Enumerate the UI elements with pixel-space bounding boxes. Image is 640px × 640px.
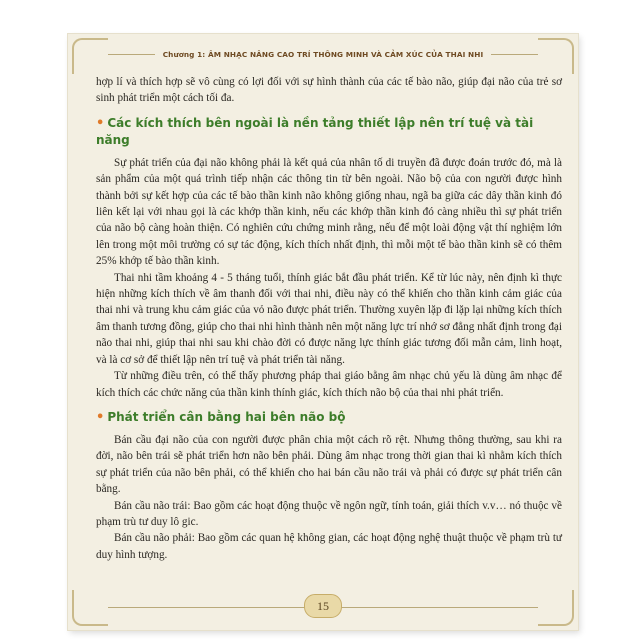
corner-ornament-top-left	[72, 38, 108, 74]
page-content	[96, 74, 562, 563]
paragraph: Bán cầu não phải: Bao gồm các quan hệ không gian, các hoạt động nghệ thuật thuộc về phạm trù tư duy hình tượng.	[96, 532, 562, 561]
paragraph: Bán cầu đại não của con người được phân chia một cách rõ rệt. Nhưng thông thường, sau khi ra đời, não bên trái sẽ phát triển hơn não bên phải. Dùng âm nhạc trong thời gian thai kì nhằm kích thích sự phát triển của não bên phải, có thể khiến cho hai bán cầu não trái và phải có được sự phát triển cân bằng.	[96, 433, 562, 496]
intro-paragraph: hợp lí và thích hợp sẽ vô cùng có lợi đối với sự hình thành của các tế bào não, giúp đại não của trẻ sơ sinh phát triển một cách tối đa.	[96, 76, 562, 105]
section-heading-2-text: Phát triển cân bằng hai bên não bộ	[107, 409, 346, 424]
section-heading-1-text: Các kích thích bên ngoài là nền tảng thiết lập nên trí tuệ và tài năng	[96, 115, 534, 147]
paragraph: Bán cầu não trái: Bao gồm các hoạt động thuộc về ngôn ngữ, tính toán, giải thích v.v… nó thuộc về phạm trù tư duy lô gic.	[96, 499, 562, 528]
paragraph: Thai nhi tầm khoảng 4 - 5 tháng tuổi, thính giác bắt đầu phát triển. Kể từ lúc này, nên định kì thực hiện những kích thích về âm thanh đối với thai nhi, điều này có thể khiến cho thần kinh cảm giác của thai nhi và trung khu cảm giác của vỏ não được phát triển. Thường xuyên lặp đi lặp lại những kích thích âm thanh tương đồng, giúp cho thai nhi hình thành nên một năng lực trí nhớ sơ đẳng nhất định trong đại não thai nhi, giúp thai nhi sau khi chào đời có được năng lực thính giác tương đối mẫn cảm, linh hoạt, và là cơ sở để thiết lập nên trí tuệ và phát triển tài năng.	[96, 271, 563, 366]
paragraph: Từ những điều trên, có thể thấy phương pháp thai giáo bằng âm nhạc chủ yếu là dùng âm nhạc để kích thích các chức năng của thần kinh thính giác, kích thích não bộ của thai nhi phát triển.	[96, 370, 562, 399]
bullet-dot-icon: •	[96, 115, 105, 131]
bullet-dot-icon: •	[96, 409, 105, 425]
book-page	[68, 34, 578, 630]
corner-ornament-top-right	[538, 38, 574, 74]
paragraph: Sự phát triển của đại não không phải là kết quả của nhân tố di truyền đã được đoán trước đó, mà là sản phẩm của một quá trình tiếp nhận các thông tin từ bên ngoài. Não bộ của con người được hình thành bởi sự kết hợp của các tế bào thần kinh não không giống nhau, ngã ba giữa các dây thần kinh đó liên kết lại với nhau gọi là các khớp thần kinh, nếu các khớp thần kinh đó càng nhiều thì sự phát triển của não bộ càng hoàn thiện. Có nghiên cứu chứng minh rằng, nếu để một loài động vật thí nghiệm lớn lên trong một môi trường có sự tác động, kích thích nhất định, thì mỗi một tế bào thần kinh sẽ có thêm 25% khớp tế bào thần kinh.	[96, 156, 562, 268]
running-header	[108, 42, 538, 66]
page-footer	[68, 594, 578, 620]
section-heading-1	[96, 115, 562, 149]
page-number: 15	[304, 594, 342, 618]
chapter-title: Chương 1: ÂM NHẠC NÂNG CAO TRÍ THÔNG MINH VÀ CẢM XÚC CỦA THAI NHI	[155, 43, 492, 67]
section-heading-2	[96, 409, 562, 426]
